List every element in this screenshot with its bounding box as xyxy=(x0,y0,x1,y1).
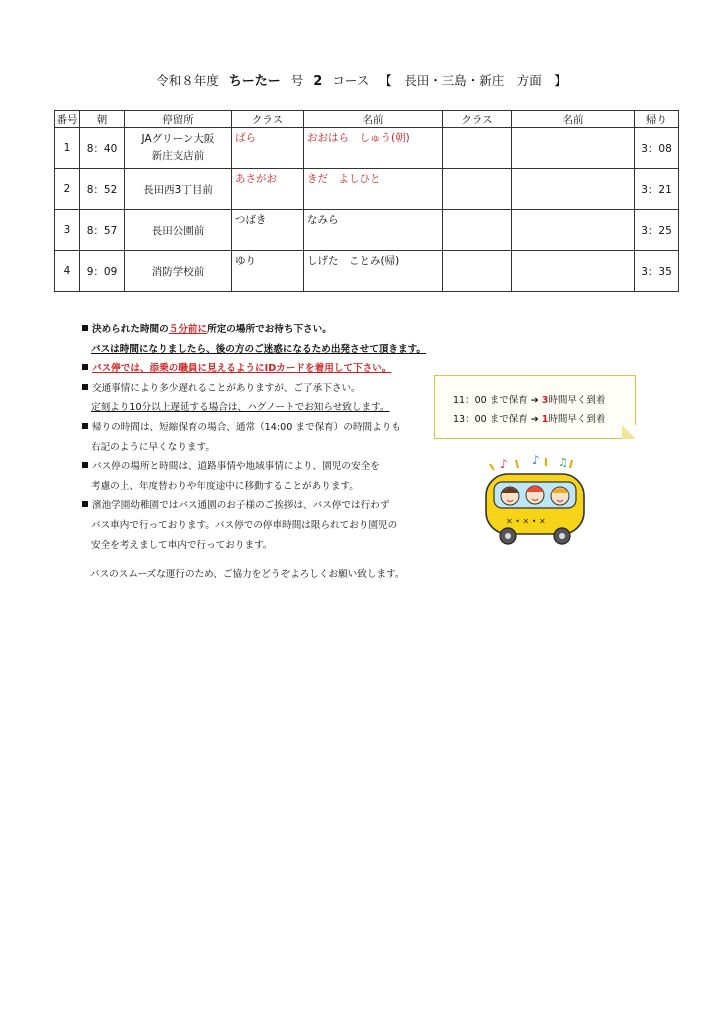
memo-page-curl xyxy=(622,425,636,439)
title-course: コース xyxy=(332,73,370,88)
bullet-icon xyxy=(82,325,88,331)
note-greeting-2: バス車内で行っております。バス停での停車時間は限られており園児の xyxy=(91,519,398,531)
closing-message: バスのスムーズな運行のため、ご協力をどうぞよろしくお願い致します。 xyxy=(90,569,405,580)
row-number: 4 xyxy=(55,251,80,292)
header-name-2: 名前 xyxy=(512,111,635,128)
header-stop: 停留所 xyxy=(125,111,232,128)
note-text: 決められた時間の xyxy=(92,324,169,335)
memo-text: 11：00 まで保育 xyxy=(453,395,528,406)
title-area: 【 長田・三島・新庄 方面 】 xyxy=(379,73,567,88)
class-cell-2 xyxy=(443,210,512,251)
row-number: 3 xyxy=(55,210,80,251)
header-class-2: クラス xyxy=(443,111,512,128)
morning-time: 8：40 xyxy=(80,128,125,169)
morning-time: 8：57 xyxy=(80,210,125,251)
return-time: 3：35 xyxy=(635,251,679,292)
bullet-icon xyxy=(82,501,88,507)
memo-text: 時間早く到着 xyxy=(548,395,606,406)
name-cell-2 xyxy=(512,128,635,169)
bullet-icon xyxy=(82,462,88,468)
bus-stop xyxy=(125,128,232,169)
name-cell-2 xyxy=(512,210,635,251)
bus-stop-line2: 新庄支店前 xyxy=(151,150,205,162)
note-greeting-3: 安全を考えまして車内で行っております。 xyxy=(91,539,273,551)
name-cell: おおはら しゅう(朝) xyxy=(304,128,443,169)
note-return-time-2: 右記のように早くなります。 xyxy=(91,441,215,453)
title-year: 令和８年度 xyxy=(156,73,219,88)
note-return-time xyxy=(82,418,482,438)
route-table xyxy=(54,110,679,292)
table-row xyxy=(55,128,679,169)
class-cell-2 xyxy=(443,251,512,292)
class-cell: あさがお xyxy=(232,169,304,210)
title-bus-name: ちーたー xyxy=(228,74,281,89)
svg-text:✕ • ✕ • ✕: ✕ • ✕ • ✕ xyxy=(506,517,546,526)
class-cell: つばき xyxy=(232,210,304,251)
arrow-right-icon: ➔ xyxy=(530,414,539,425)
name-cell: きだ よしひと xyxy=(304,169,443,210)
school-bus-icon xyxy=(480,452,590,548)
bullet-icon xyxy=(82,364,88,370)
name-cell: なみら xyxy=(304,210,443,251)
return-time: 3：08 xyxy=(635,128,679,169)
class-cell: ゆり xyxy=(232,251,304,292)
note-wait xyxy=(82,320,482,340)
bus-stop: 長田公園前 xyxy=(125,210,232,251)
table-header-row xyxy=(55,111,679,128)
memo-line-1 xyxy=(453,392,605,406)
title-course-number: 2 xyxy=(313,74,323,89)
arrow-right-icon: ➔ xyxy=(530,395,539,406)
memo-hours: 1 xyxy=(541,414,549,425)
bus-stop: 長田西3丁目前 xyxy=(125,169,232,210)
header-return: 帰り xyxy=(635,111,679,128)
header-class-1: クラス xyxy=(232,111,304,128)
bus-stop: 消防学校前 xyxy=(125,251,232,292)
svg-text:♪: ♪ xyxy=(500,457,508,471)
note-text: 交通事情により多少遅れることがありますが、ご了承下さい。 xyxy=(92,382,361,394)
return-time: 3：21 xyxy=(635,169,679,210)
note-text: バス停では、添乗の職員に見えるようにIDカードを着用して下さい。 xyxy=(92,363,392,375)
bus-stop-line1: JAグリーン大阪 xyxy=(141,133,215,145)
name-cell-2 xyxy=(512,251,635,292)
table-row xyxy=(55,169,679,210)
name-cell: しげた ことみ(帰) xyxy=(304,251,443,292)
morning-time: 9：09 xyxy=(80,251,125,292)
svg-text:♫: ♫ xyxy=(558,456,568,469)
note-text: バス停の場所と時間は、道路事情や地域事情により、園児の安全を xyxy=(92,461,380,473)
svg-text:♪: ♪ xyxy=(532,453,540,467)
note-stop-change-2: 考慮の上、年度替わりや年度途中に移動することがあります。 xyxy=(91,480,359,492)
header-number: 番号 xyxy=(55,111,80,128)
memo-text: 13：00 まで保育 xyxy=(453,414,528,425)
note-traffic xyxy=(82,379,482,399)
note-id-card xyxy=(82,359,482,379)
note-text: 所定の場所でお待ち下さい。 xyxy=(207,324,332,335)
row-number: 2 xyxy=(55,169,80,210)
class-cell: ばら xyxy=(232,128,304,169)
memo-text: 時間早く到着 xyxy=(548,414,606,425)
name-cell-2 xyxy=(512,169,635,210)
note-text: 濱池学園幼稚園ではバス通園のお子様のご挨拶は、バス停では行わず xyxy=(92,500,390,512)
bullet-icon xyxy=(82,384,88,390)
memo-line-2 xyxy=(453,411,605,425)
page-title xyxy=(0,70,723,89)
table-row xyxy=(55,251,679,292)
notes-section xyxy=(82,320,482,555)
row-number: 1 xyxy=(55,128,80,169)
note-delay: 定刻より10分以上遅延する場合は、ハグノートでお知らせ致します。 xyxy=(91,402,390,414)
title-go: 号 xyxy=(290,73,304,88)
class-cell-2 xyxy=(443,169,512,210)
memo-hours: 3 xyxy=(541,395,549,406)
note-departure: バスは時間になりましたら、後の方のご迷惑になるため出発させて頂きます。 xyxy=(91,343,427,355)
note-greeting xyxy=(82,496,482,516)
note-text: 帰りの時間は、短縮保育の場合、通常（14:00 まで保育）の時間よりも xyxy=(92,421,401,433)
class-cell-2 xyxy=(443,128,512,169)
note-emphasis: ５分前に xyxy=(168,324,208,335)
header-name-1: 名前 xyxy=(304,111,443,128)
schedule-memo-note xyxy=(434,375,636,439)
morning-time: 8：52 xyxy=(80,169,125,210)
header-morning: 朝 xyxy=(80,111,125,128)
note-stop-change xyxy=(82,457,482,477)
return-time: 3：25 xyxy=(635,210,679,251)
table-row xyxy=(55,210,679,251)
bullet-icon xyxy=(82,423,88,429)
